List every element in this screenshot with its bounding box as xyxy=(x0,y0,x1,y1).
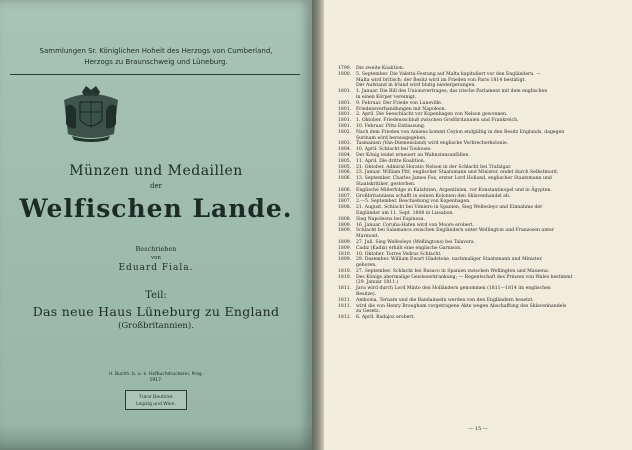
entry-year: 1800. xyxy=(338,71,352,77)
entry-text: zu Gesetz. xyxy=(356,309,381,315)
entry-text: 29. Dezember. William Ewart Gladstone, nachmaliger Staatsmann und Minister, xyxy=(356,257,543,263)
entry-text: 5. September. Die Valetta-Festung auf Malta kapituliert vor den Engländern. — xyxy=(356,71,541,77)
entry-text: 1. Januar. Die Bill des Unionsvertrages; das irische Parlament mit dem englischen xyxy=(356,89,548,95)
entry-year: 1801. xyxy=(338,123,352,129)
entry-text: 11. April. Die dritte Koalition. xyxy=(356,158,426,164)
cover-header xyxy=(6,46,306,68)
part-label: Teil: xyxy=(145,290,167,301)
title-der: der xyxy=(150,182,162,190)
entry-year: 1801. xyxy=(338,89,352,95)
described-by: Beschrieben xyxy=(135,245,177,253)
author-name: Eduard Fiala. xyxy=(118,263,194,273)
bookseller-stamp xyxy=(125,390,187,410)
page-number: — 15 — xyxy=(468,426,488,432)
entry-text: 10. Februar. Pitts Entlassung. xyxy=(356,123,426,129)
entry-year: 1806. xyxy=(338,187,352,193)
entry-year: 1801. xyxy=(338,118,352,124)
entry-text: Englische Mißerfolge in Kalabrien, Argentinien, vor Konstantinopel und in Ägypten. xyxy=(356,187,552,193)
entry-year: 1807. xyxy=(338,193,352,199)
entry-text: 21. August. Schlacht bei Vimiero in Spanien, Sieg Wellesleys und Einnahme der xyxy=(356,205,543,211)
entry-text: Amboina, Ternate und die Bandainseln werden von den Engländern besetzt. xyxy=(356,297,534,303)
von-label: von xyxy=(151,255,161,261)
entry-text: 23. Januar. William Pitt, englischer Staatsmann und Minister, endet durch Selbstmord. xyxy=(356,170,559,176)
entry-year: 1811. xyxy=(338,297,352,303)
entry-year: 1801. xyxy=(338,100,352,106)
entry-year: 1811. xyxy=(338,286,352,292)
entry-year: 1809. xyxy=(338,228,352,234)
entry-year: 1806. xyxy=(338,170,352,176)
entry-year: 1810. xyxy=(338,274,352,280)
entry-text: Nach dem Frieden von Amiens kommt Ceylon endgültig in den Besitz Englands, dagegen xyxy=(356,129,565,135)
chronology-entry xyxy=(338,315,628,321)
entry-text: wird die von Henry Brougham vorgetragene Akte wegen Abschaffung des Sklavenhandels xyxy=(356,303,567,309)
entry-text: Großbritanniens schafft in seinen Kolonien den Sklavenhandel ab. xyxy=(356,193,511,199)
entry-text: 2. April. Die Seeschlacht vor Kopenhagen von Nelson gewonnen. xyxy=(356,112,508,118)
entry-year: 1809. xyxy=(338,239,352,245)
part-title: Das neue Haus Lüneburg zu England xyxy=(32,304,280,319)
part-subtitle: (Großbritannien). xyxy=(118,321,194,331)
entry-text: Der König leidet erneuert an Wahnsinnsanfällen. xyxy=(356,152,470,158)
entry-year: 1810. xyxy=(338,268,352,274)
entry-text: Staatskritiker, gestorben. xyxy=(356,181,416,187)
entry-text: 1. Oktober. Friedensschluß zwischen Großbritannien und Frankreich. xyxy=(356,118,519,124)
entry-text: 27. Juli. Sieg Wellesleys (Wellingtons) bei Talavera. xyxy=(356,239,476,245)
cover-shadow xyxy=(0,424,312,450)
entry-year: 1808. xyxy=(338,205,352,211)
entry-text: Die zweite Koalition. xyxy=(356,66,405,71)
entry-text: Sieg Napoleons bei Espinosa. xyxy=(356,216,425,222)
entry-text: Schlacht bei Salamanca zwischen Engländern unter Wellington und Franzosen unter xyxy=(356,228,555,234)
entry-text: 9. Februar. Der Friede von Luneville. xyxy=(356,100,443,106)
entry-text: Besitze). xyxy=(356,292,377,298)
entry-text: 10. April. Schlacht bei Toulouse. xyxy=(356,147,432,153)
stamp-line2: Leipzig und Wien. xyxy=(136,402,176,407)
cover-header-line1: Sammlungen Sr. Königlichen Hoheit des Herzogs von Cumberland, xyxy=(39,47,273,55)
entry-year: 1803. xyxy=(338,141,352,147)
entry-year: 1809. xyxy=(338,245,352,251)
entry-year: 1812. xyxy=(338,315,352,321)
main-title: Welfischen Lande. xyxy=(19,194,293,223)
entry-text: Surinam wird herausgegeben. xyxy=(356,135,427,141)
entry-text: Malta wird britisch; der Besitz wird im Frieden von Paris 1814 bestätigt. xyxy=(356,77,526,83)
entry-year: 1811. xyxy=(338,303,352,309)
entry-text: 10. Oktober. Torres Vedras Schlacht. xyxy=(356,251,442,257)
entry-text: geboren. xyxy=(356,263,377,269)
entry-text: Tasmanien (Van-Diemensland) wird englische Verbrecherkolonie. xyxy=(356,141,509,147)
entry-text: 2.—5. September. Beschießung von Kopenhagen. xyxy=(356,199,471,205)
entry-text: 13. September. Charles James Fox, erster Lord Holland, englischer Staatsmann und xyxy=(356,176,552,182)
entry-text: Marmont. xyxy=(356,234,380,240)
stamp-line1: Franz Deuticke xyxy=(139,395,173,400)
entry-year: 1804. xyxy=(338,152,352,158)
entry-year: 1801. xyxy=(338,112,352,118)
chronology-page xyxy=(324,0,632,450)
entry-text: in einen Körper vereinigt. xyxy=(356,94,417,100)
header-divider xyxy=(10,74,300,75)
publisher-line2: 1917. xyxy=(149,378,163,383)
book-gutter xyxy=(312,0,324,450)
book-cover xyxy=(0,0,312,450)
entry-text: Engländer am 11. Sept. 1808 in Lissabon. xyxy=(356,210,454,216)
entry-year: 1801. xyxy=(338,106,352,112)
entry-text: Des Königs abermalige Geisteserkrankung; — Regentschaft des Prinzen von Wales bestimmt xyxy=(356,274,573,280)
entry-text: 6. April. Badajoz erobert. xyxy=(356,315,415,321)
entry-text: Der Aufstand in Irland wird blutig niedergerungen. xyxy=(356,83,476,89)
entry-text: Java wird durch Lord Minto den Holländern genommen (1811—1814 im englischen xyxy=(356,286,551,292)
entry-year: 1804. xyxy=(338,147,352,153)
entry-year: 1809. xyxy=(338,222,352,228)
entry-year: 1799. xyxy=(338,66,352,71)
cover-header-line2: Herzogs zu Braunschweig und Lüneburg. xyxy=(84,58,228,66)
entry-year: 1802. xyxy=(338,129,352,135)
chronology-list xyxy=(338,66,628,321)
publisher-line1: H. Buchh. b. u. k. Hofbuchdruckerei, Prag. xyxy=(108,372,204,377)
entry-year: 1809. xyxy=(338,257,352,263)
publisher-imprint xyxy=(0,372,312,384)
entry-text: Cadiz (Kadix) erhält eine englische Garnison. xyxy=(356,245,462,251)
entry-text: 27. September. Schlacht bei Busaco in Spanien zwischen Wellington und Massena. xyxy=(356,268,550,274)
entry-text: 16. Januar. Coruña-Hafen wird von Moore erobert. xyxy=(356,222,475,228)
entry-text: (29. Januar 1811.) xyxy=(356,280,399,286)
title-coins-medals: Münzen und Medaillen xyxy=(69,163,243,179)
entry-year: 1805. xyxy=(338,164,352,170)
entry-year: 1806. xyxy=(338,176,352,182)
entry-year: 1808. xyxy=(338,216,352,222)
entry-year: 1807. xyxy=(338,199,352,205)
entry-year: 1810. xyxy=(338,251,352,257)
entry-year: 1805. xyxy=(338,158,352,164)
entry-text: Friedensverhandlungen mit Napoleon. xyxy=(356,106,447,112)
coat-of-arms-crest-icon xyxy=(58,84,124,144)
entry-text: 21. Oktober. Admiral Horatio Nelson in der Schlacht bei Trafalgar. xyxy=(356,164,512,170)
